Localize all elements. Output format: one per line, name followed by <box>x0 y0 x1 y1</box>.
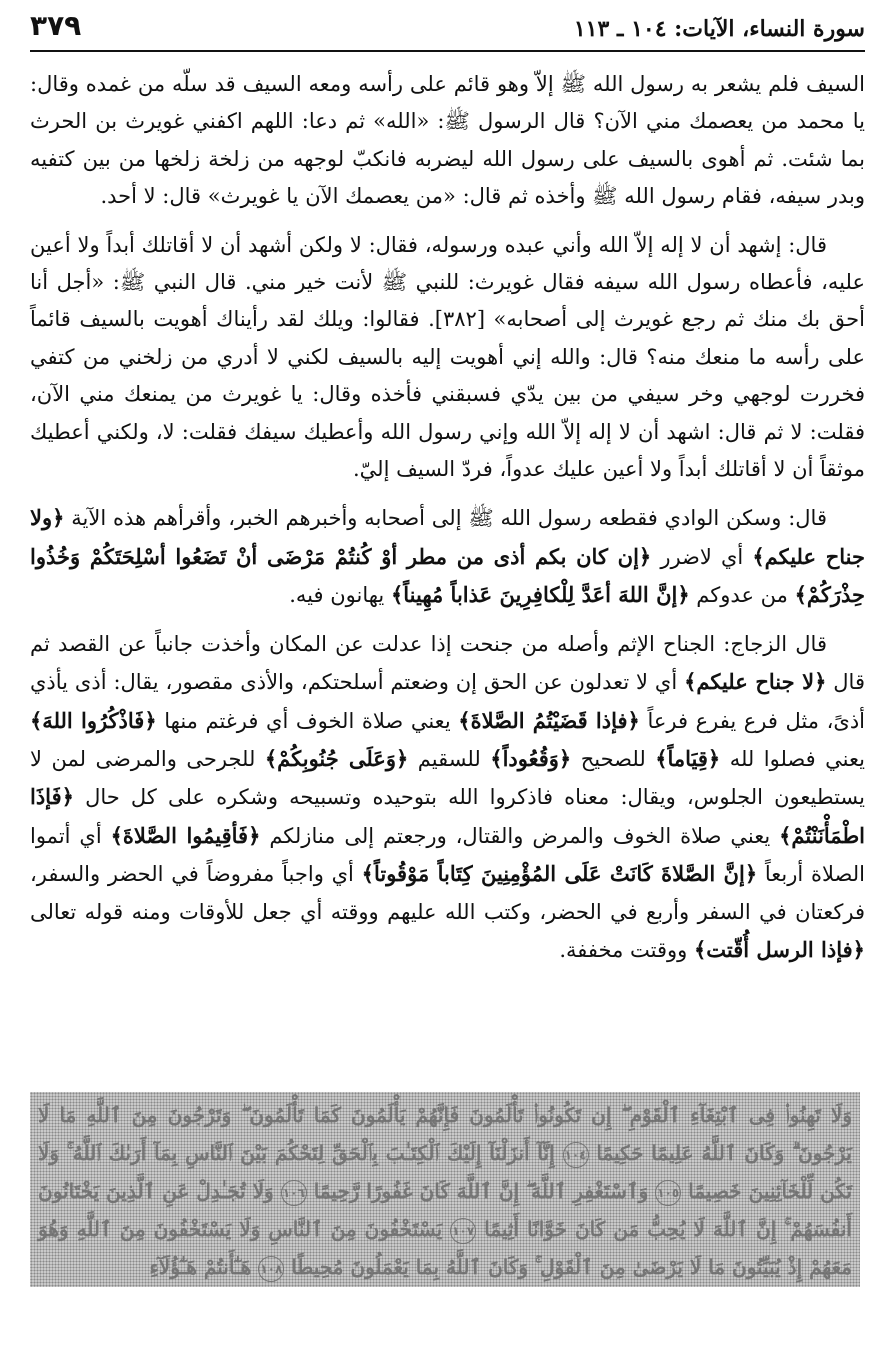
quran-quote: ﴿فإذا الرسل أُقّتت﴾ <box>693 936 865 962</box>
quran-quote: ﴿إن كان بكم أذى من مطر أوْ كُنتُمْ مَرْضَى أنْ تَضَعُوا أسْلِحَتَكُمْ وَخُذُوا حِذْرَكُمْ﴾ <box>30 543 865 608</box>
quran-quote: ﴿فإذا قَضَيْتُمُ الصَّلاةَ﴾ <box>458 707 640 733</box>
quran-quote: ﴿قِيَاماً﴾ <box>655 745 721 771</box>
quran-quote: ﴿إنَّ الصَّلاةَ كَانَتْ عَلَى المُؤْمِنِينَ كِتَاباً مَوْقُوتاً﴾ <box>361 861 758 887</box>
verse-text: هَـٰٓأَنتُمْ هَـٰٓؤُلَآءِ <box>149 1255 252 1279</box>
page-number: ٣٧٩ <box>30 9 82 42</box>
quran-quote: ﴿لا جناح عليكم﴾ <box>684 669 827 695</box>
paragraph: قال الزجاج: الجناح الإثم وأصله من جنحت إذا عدلت عن المكان وأخذت جانباً عن القصد ثم قال ﴿لا جناح عليكم﴾ أي لا تعدلون عن الحق إن وضعتم أسلحتكم، والأذى مقصور، يقال: أذى يأذي أذىً، مثل فرع يفرع فرعاً ﴿فإذا قَضَيْتُمُ الصَّلاةَ﴾ يعني صلاة الخوف أي فرغتم منها ﴿فَاذْكُرُوا اللهَ﴾ يعني فصلوا لله ﴿قِيَاماً﴾ للصحيح ﴿وَقُعُوداً﴾ للسقيم ﴿وَعَلَى جُنُوبِكُمْ﴾ للجرحى والمرضى لمن لا يستطيعون الجلوس، ويقال: معناه فاذكروا الله بتوحيده وتسبيحه وشكره على كل حال ﴿فَإذَا اطْمَأْنَنْتُمْ﴾ يعني صلاة الخوف والمرض والقتال، ورجعتم إلى منازلكم ﴿فَأقِيمُوا الصَّلاةَ﴾ أي أتموا الصلاة أربعاً ﴿إنَّ الصَّلاةَ كَانَتْ عَلَى المُؤْمِنِينَ كِتَاباً مَوْقُوتاً﴾ أي واجباً مفروضاً في الحضر والسفر، فركعتان في السفر وأربع في الحضر، وكتب الله عليهم ووقته أي جعل للأوقات ومنه قوله تعالى ﴿فإذا الرسل أُقّتت﴾ ووقتت مخففة. <box>30 631 866 962</box>
verse-text: وَلَا تَهِنُوا۟ فِى ٱبْتِغَآءِ ٱلْقَوْمِ ۖ إِن تَكُونُوا۟ تَأْلَمُونَ فَإِنَّهُمْ يَأْلَمُونَ كَمَا تَأْلَمُونَ ۖ وَتَرْجُونَ مِنَ ٱللَّهِ مَا لَا يَرْجُونَ ۗ وَكَانَ ٱللَّهُ عَلِيمًا حَكِيمًا <box>38 1103 852 1165</box>
quran-quote: ﴿فَأقِيمُوا الصَّلاةَ﴾ <box>110 822 261 848</box>
page-header <box>30 9 865 42</box>
quran-quote: ﴿فَإذَا اطْمَأْنَنْتُمْ﴾ <box>30 784 865 848</box>
ayah-number-marker: ١٠٥ <box>655 1180 681 1206</box>
quran-quote: ﴿فَاذْكُرُوا اللهَ﴾ <box>30 707 157 733</box>
ayah-number-marker: ١٠٤ <box>563 1142 589 1168</box>
paragraph: قال: وسكن الوادي فقطعه رسول الله ﷺ إلى أصحابه وأخبرهم الخبر، وأقرأهم هذه الآية ﴿ولا جناح عليكم﴾ أي لاضرر ﴿إن كان بكم أذى من مطر أوْ كُنتُمْ مَرْضَى أنْ تَضَعُوا أسْلِحَتَكُمْ وَخُذُوا حِذْرَكُمْ﴾ من عدوكم ﴿إنَّ اللهَ أعَدَّ لِلْكافِرِينَ عَذاباً مُهِيناً﴾ يهانون فيه. <box>30 505 866 608</box>
verse-text: وَٱسْتَغْفِرِ ٱللَّهَ ۖ إِنَّ ٱللَّهَ كَانَ غَفُورًا رَّحِيمًا <box>313 1179 649 1203</box>
verse-text: إِنَّآ أَنزَلْنَآ إِلَيْكَ ٱلْكِتَـٰبَ بِٱلْحَقِّ لِتَحْكُمَ بَيْنَ ٱلنَّاسِ بِمَآ أَرَىٰكَ ٱللَّهُ ۚ وَلَا تَكُن لِّلْخَآئِنِينَ خَصِيمًا <box>38 1141 853 1203</box>
quran-quote: ﴿وَقُعُوداً﴾ <box>490 745 572 771</box>
ayah-number-marker: ١٠٨ <box>258 1256 284 1282</box>
paragraph: قال: إشهد أن لا إله إلاّ الله وأني عبده ورسوله، فقال: لا ولكن أشهد أن لا أقاتلك أبداً ولا أعين عليه، فأعطاه رسول الله سيفه فقال غويرث: للنبي ﷺ لأنت خير مني. قال النبي ﷺ: «أجل أنا أحق بك منك ثم رجع غويرث إلى أصحابه» [٣٨٢]. فقالوا: ويلك لقد رأيناك أهويت بالسيف قائماً على رأسه ما منعك منه؟ قال: والله إني أهويت إليه بالسيف لكني لا أدري من زلخني من كتفي فخررت لوجهي وخر سيفي من بين يدّي فسبقني فأخذه وقال: يا غويرث من يمنعك مني الآن، فقلت: لا ثم قال: اشهد أن لا إله إلاّ الله وإني رسول الله وأعطيك سيفك فقلت: لا، ولكني أعطيك موثقاً أن لا أقاتلك أبداً ولا أعين عليك عدواً، فردّ السيف إليّ. <box>30 232 865 482</box>
quran-verses <box>38 1096 852 1286</box>
verse-text: وَلَا تُجَـٰدِلْ عَنِ ٱلَّذِينَ يَخْتَانُونَ أَنفُسَهُمْ ۚ إِنَّ ٱللَّهَ لَا يُحِبُّ مَن كَانَ خَوَّانًا أَثِيمًا <box>38 1179 852 1241</box>
ayah-number-marker: ١٠٧ <box>450 1218 476 1244</box>
header-divider <box>30 50 865 52</box>
quran-quote: ﴿ولا جناح عليكم﴾ <box>30 505 866 569</box>
paragraph: السيف فلم يشعر به رسول الله ﷺ إلاّ وهو قائم على رأسه ومعه السيف قد سلّه من غمده وقال: يا محمد من يعصمك مني الآن؟ قال الرسول ﷺ: «الله» ثم دعا: اللهم اكفني غويرث بن الحرث بما شئت. ثم أهوى بالسيف على رسول الله ليضربه فانكبّ لوجهه من زلخة زلخها من بين كتفيه وبدر سيفه، فقام رسول الله ﷺ وأخذه ثم قال: «من يعصمك الآن يا غويرث» قال: لا أحد. <box>30 72 865 209</box>
surah-title: سورة النساء، الآيات: ١٠٤ ـ ١١٣ <box>573 16 865 42</box>
quran-text-panel <box>30 1092 860 1287</box>
ayah-number-marker: ١٠٦ <box>281 1180 307 1206</box>
commentary-body <box>30 66 865 980</box>
quran-quote: ﴿وَعَلَى جُنُوبِكُمْ﴾ <box>264 745 409 771</box>
quran-quote: ﴿إنَّ اللهَ أعَدَّ لِلْكافِرِينَ عَذاباً مُهِيناً﴾ <box>390 582 690 608</box>
verse-text: يَسْتَخْفُونَ مِنَ ٱلنَّاسِ وَلَا يَسْتَخْفُونَ مِنَ ٱللَّهِ وَهُوَ مَعَهُمْ إِذْ يُبَيِّتُونَ مَا لَا يَرْضَىٰ مِنَ ٱلْقَوْلِ ۚ وَكَانَ ٱللَّهُ بِمَا يَعْمَلُونَ مُحِيطًا <box>38 1217 852 1279</box>
